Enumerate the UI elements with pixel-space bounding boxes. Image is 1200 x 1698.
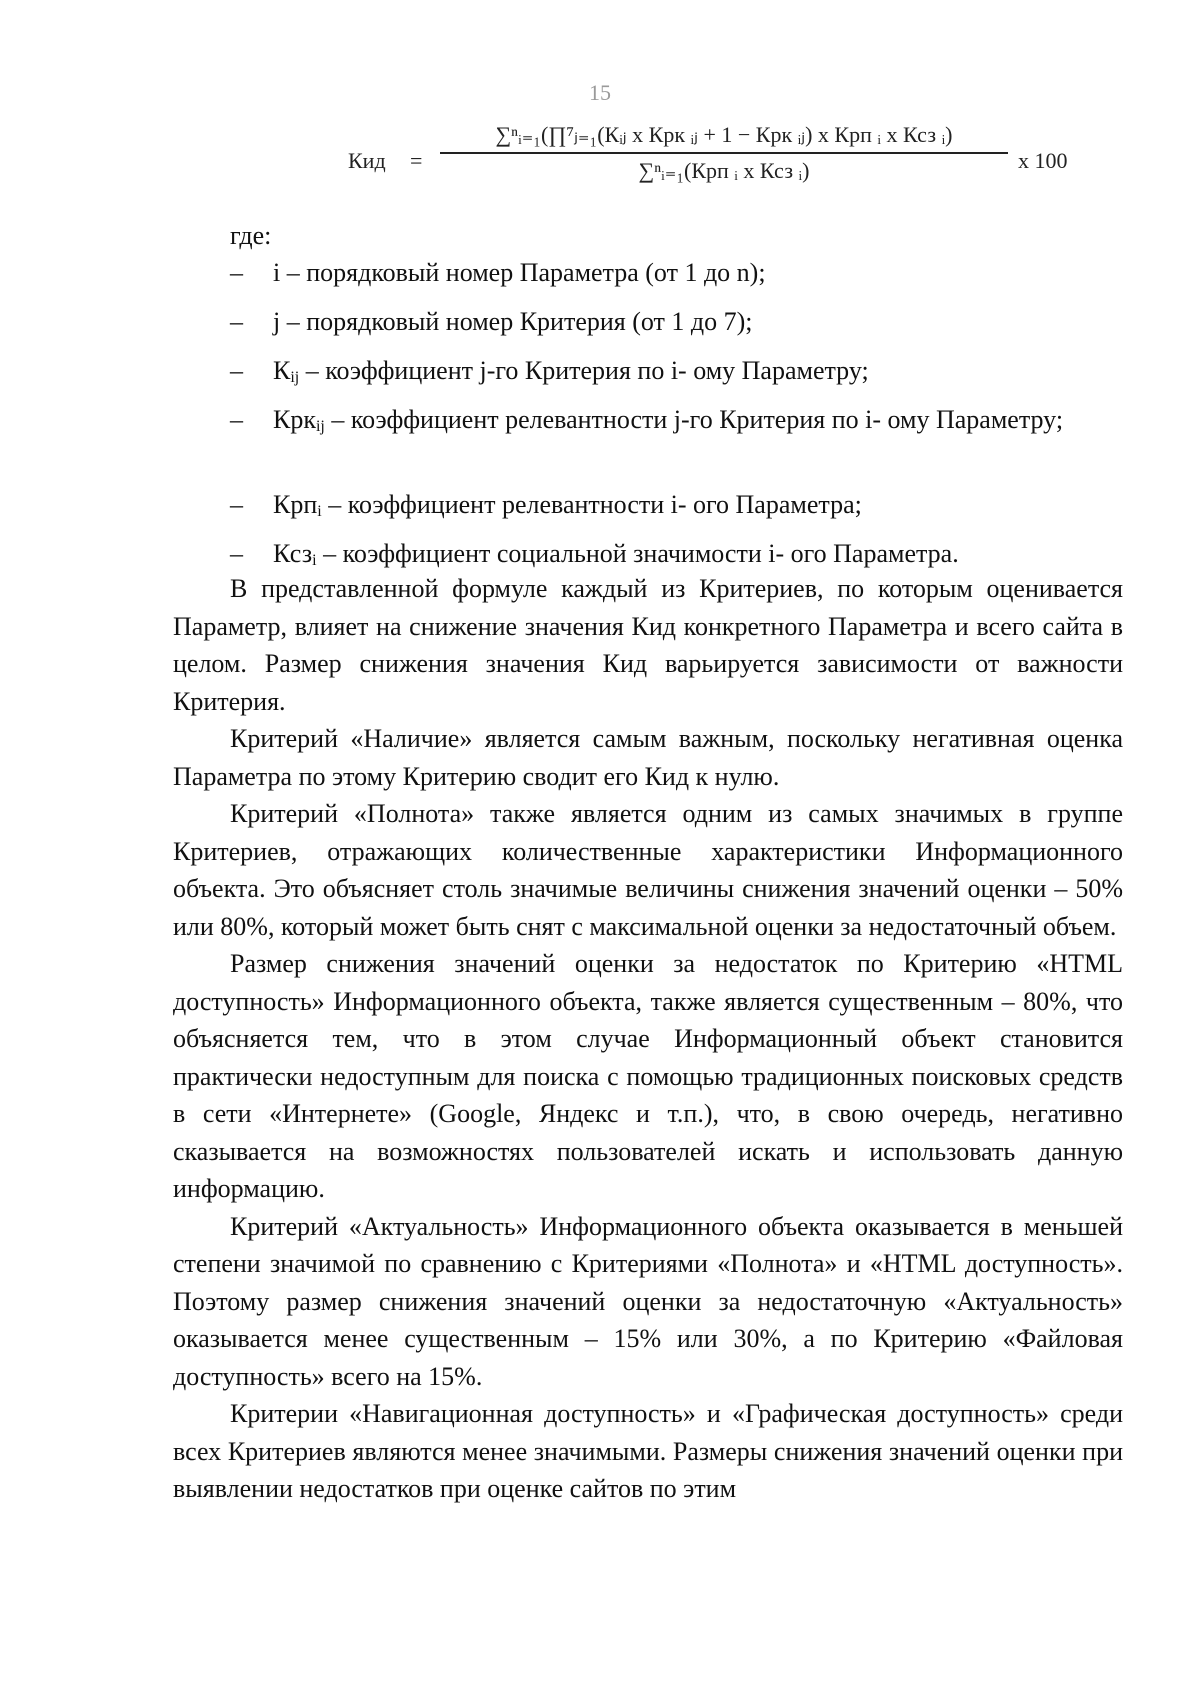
definition-subscript: i <box>312 552 317 569</box>
formula-equals: = <box>410 148 423 173</box>
where-label: где: <box>230 221 272 250</box>
paragraph: Критерий «Наличие» является самым важным, поскольку негативная оценка Параметра по этому Критерию сводит его Кид к нулю. <box>173 724 1123 791</box>
formula-multiplier: x 100 <box>1018 148 1068 173</box>
definition-description: – коэффициент j-го Критерия по i- ому Параметру; <box>299 356 869 385</box>
definition-text: j – порядковый номер Критерия (от 1 до 7); <box>273 307 753 336</box>
dash-bullet: – <box>230 258 243 287</box>
definition-text <box>173 401 1123 446</box>
dash-bullet: – <box>230 307 243 336</box>
definition-item <box>173 254 1123 292</box>
definition-symbol: Крп <box>273 490 318 519</box>
definition-subscript: i <box>317 503 322 520</box>
formula-denominator: ∑ⁿᵢ₌₁(Крп ᵢ x Ксз ᵢ) <box>638 158 810 183</box>
definition-text <box>173 352 1123 397</box>
definition-item <box>173 303 1123 341</box>
definition-item <box>173 401 1123 446</box>
formula-lhs: Кид <box>348 148 386 173</box>
definition-symbol: Ксз <box>273 539 313 568</box>
definition-text <box>173 486 1123 531</box>
definition-item <box>173 352 1123 397</box>
definition-subscript: ij <box>290 369 300 386</box>
dash-bullet: – <box>230 405 243 434</box>
paragraph: Критерий «Актуальность» Информационного объекта оказывается в меньшей степени значимой по сравнению с Критериями «Полнота» и «HTML доступность». Поэтому размер снижения значений оценки за недостаточную «Актуальность» оказывается менее существенным – 15% или 30%, а по Критерию «Файловая доступность» всего на 15%. <box>173 1211 1123 1391</box>
definition-subscript: ij <box>315 418 325 435</box>
definition-description: – коэффициент релевантности i- ого Параметра; <box>321 490 862 519</box>
formula-fraction <box>440 118 1008 188</box>
dash-bullet: – <box>230 356 243 385</box>
definition-symbol: Крк <box>273 405 316 434</box>
formula-numerator: ∑ⁿᵢ₌₁(∏⁷ⱼ₌₁(Кᵢⱼ x Крк ᵢⱼ + 1 − Крк ᵢⱼ) x Крп ᵢ x Ксз ᵢ) <box>495 122 953 147</box>
definition-symbol: К <box>273 356 291 385</box>
paragraph: Критерий «Полнота» также является одним из самых значимых в группе Критериев, отражающих количественные характеристики Информационного объекта. Это объясняет столь значимые величины снижения значений оценки – 50% или 80%, который может быть снят с максимальной оценки за недостаточный объем. <box>173 799 1123 941</box>
definition-item <box>173 486 1123 531</box>
dash-bullet: – <box>230 490 243 519</box>
body-text <box>173 570 1123 1508</box>
paragraph: В представленной формуле каждый из Критериев, по которым оценивается Параметр, влияет на снижение значения Кид конкретного Параметра и всего сайта в целом. Размер снижения значения Кид варьируется зависимости от важности Критерия. <box>173 574 1123 716</box>
definition-description: – коэффициент релевантности j-го Критерия по i- ому Параметру; <box>324 405 1064 434</box>
page-number: 15 <box>589 80 611 105</box>
kid-formula <box>340 118 1068 198</box>
dash-bullet: – <box>230 539 243 568</box>
paragraph: Критерии «Навигационная доступность» и «Графическая доступность» среди всех Критериев являются менее значимыми. Размеры снижения значений оценки при выявлении недостатков при оценке сайтов по этим <box>173 1399 1123 1503</box>
paragraph: Размер снижения значений оценки за недостаток по Критерию «HTML доступность» Информационного объекта, также является существенным – 80%, что объясняется тем, что в этом случае Информационный объект становится практически недоступным для поиска с помощью традиционных поисковых средств в сети «Интернете» (Google, Яндекс и т.п.), что, в свою очередь, негативно сказывается на возможностях пользователей искать и использовать данную информацию. <box>173 949 1123 1203</box>
definition-text: i – порядковый номер Параметра (от 1 до n); <box>273 258 766 287</box>
definition-description: – коэффициент социальной значимости i- ого Параметра. <box>316 539 959 568</box>
